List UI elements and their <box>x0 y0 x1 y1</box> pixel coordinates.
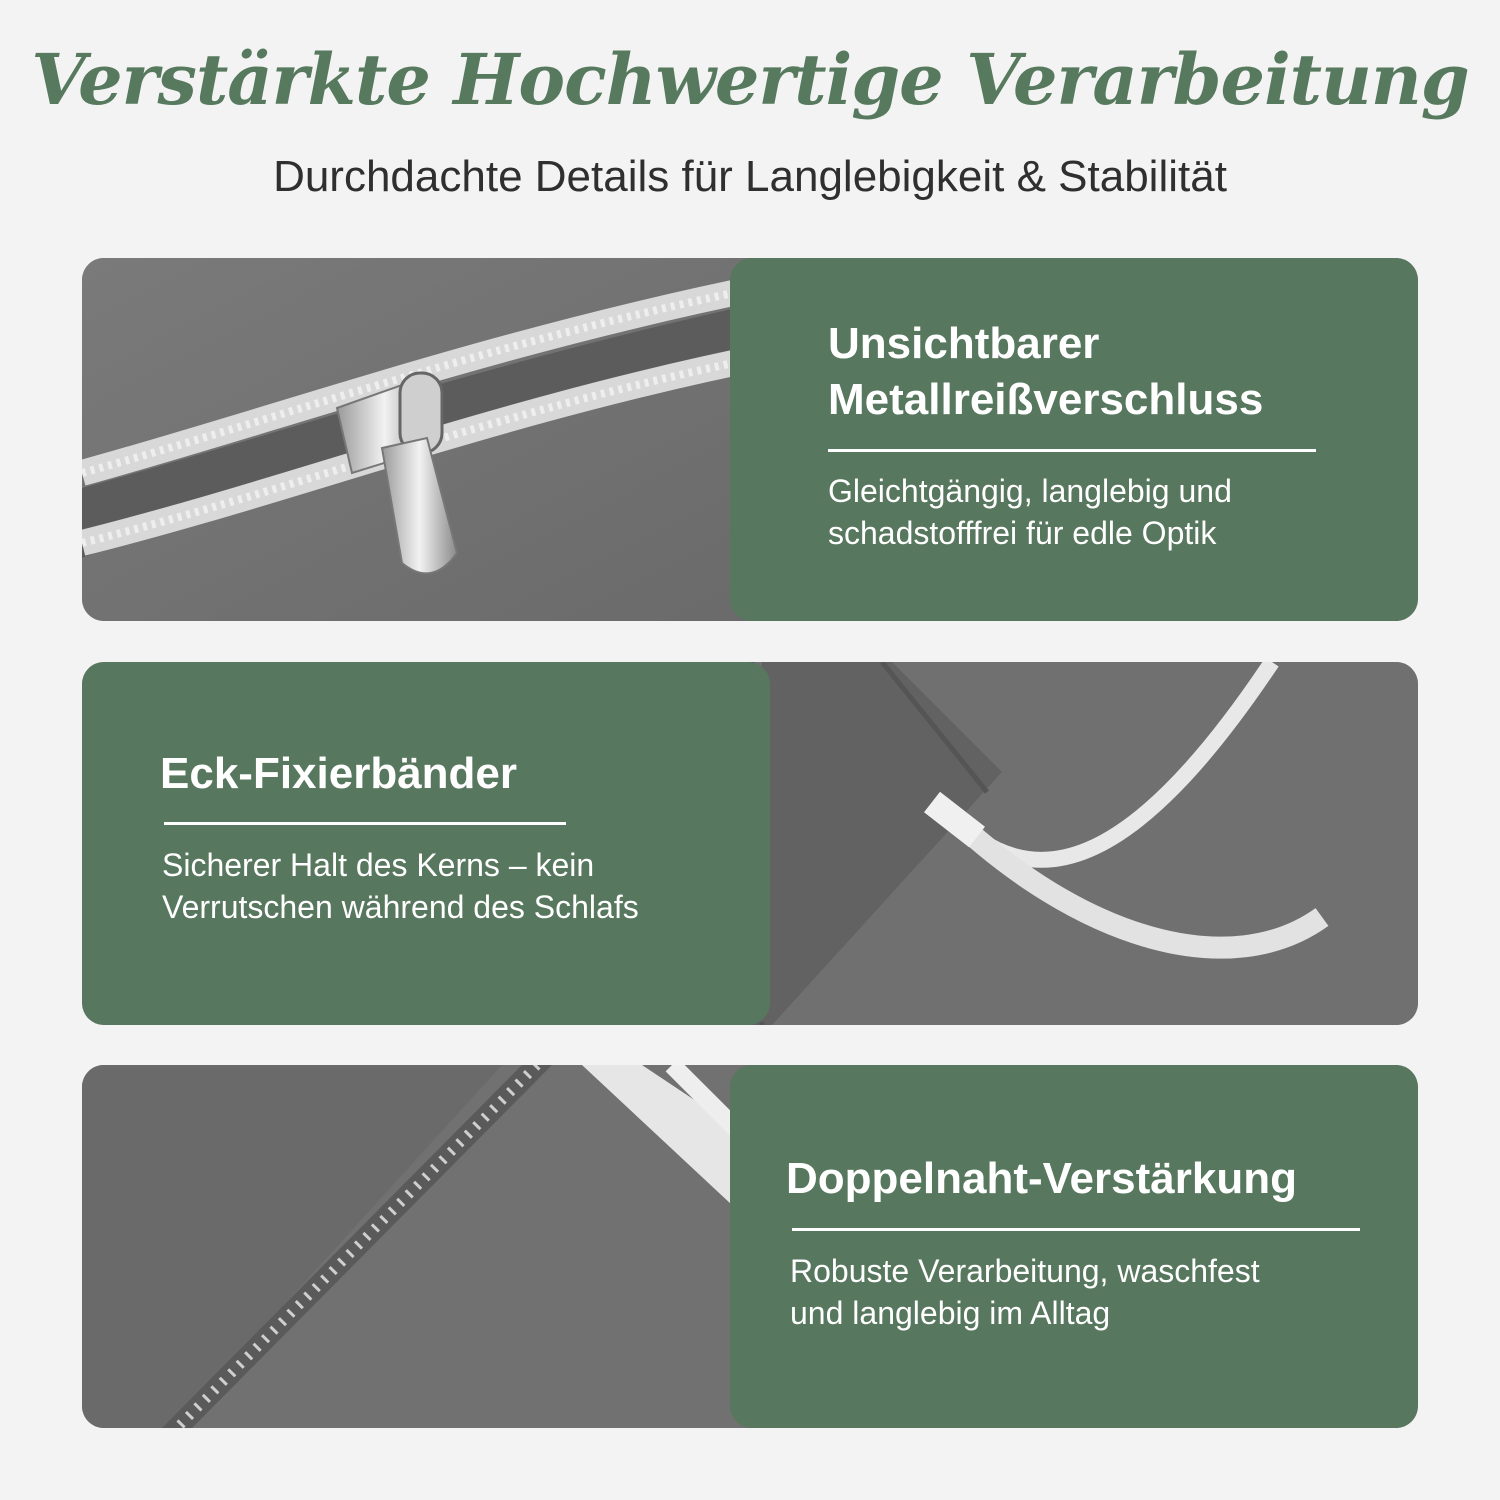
feature-panel-corner-ties <box>82 662 770 1025</box>
zipper-photo <box>82 258 782 621</box>
feature-heading <box>828 316 1263 428</box>
feature-description <box>162 844 639 928</box>
double-seam-photo <box>82 1065 782 1428</box>
page-subtitle: Durchdachte Details für Langlebigkeit & Stabilität <box>273 152 1227 201</box>
feature-description-line2: und langlebig im Alltag <box>790 1295 1111 1331</box>
feature-description-line2: Verrutschen während des Schlafs <box>162 889 639 925</box>
feature-card-double-seam <box>82 1065 1418 1428</box>
feature-panel-double-seam <box>730 1065 1418 1428</box>
feature-heading <box>786 1151 1297 1207</box>
feature-description-line1: Gleichtgängig, langlebig und <box>828 473 1232 509</box>
feature-heading <box>160 746 517 802</box>
divider <box>164 822 566 825</box>
feature-card-zipper <box>82 258 1418 621</box>
feature-description-line1: Sicherer Halt des Kerns – kein <box>162 847 595 883</box>
feature-heading-line1: Unsichtbarer <box>828 319 1100 368</box>
divider <box>792 1228 1360 1231</box>
page-title: Verstärkte Hochwertige Verarbeitung <box>31 38 1469 121</box>
corner-tie-photo <box>732 662 1418 1025</box>
feature-description-line2: schadstofffrei für edle Optik <box>828 515 1217 551</box>
feature-description <box>828 470 1232 554</box>
feature-description-line1: Robuste Verarbeitung, waschfest <box>790 1253 1260 1289</box>
feature-heading-line2: Metallreißverschluss <box>828 375 1264 424</box>
feature-heading-line1: Eck-Fixierbänder <box>160 749 518 798</box>
feature-description <box>790 1250 1260 1334</box>
divider <box>828 449 1316 452</box>
feature-card-corner-ties <box>82 662 1418 1025</box>
feature-heading-line1: Doppelnaht-Verstärkung <box>786 1154 1297 1203</box>
feature-panel-zipper <box>730 258 1418 621</box>
